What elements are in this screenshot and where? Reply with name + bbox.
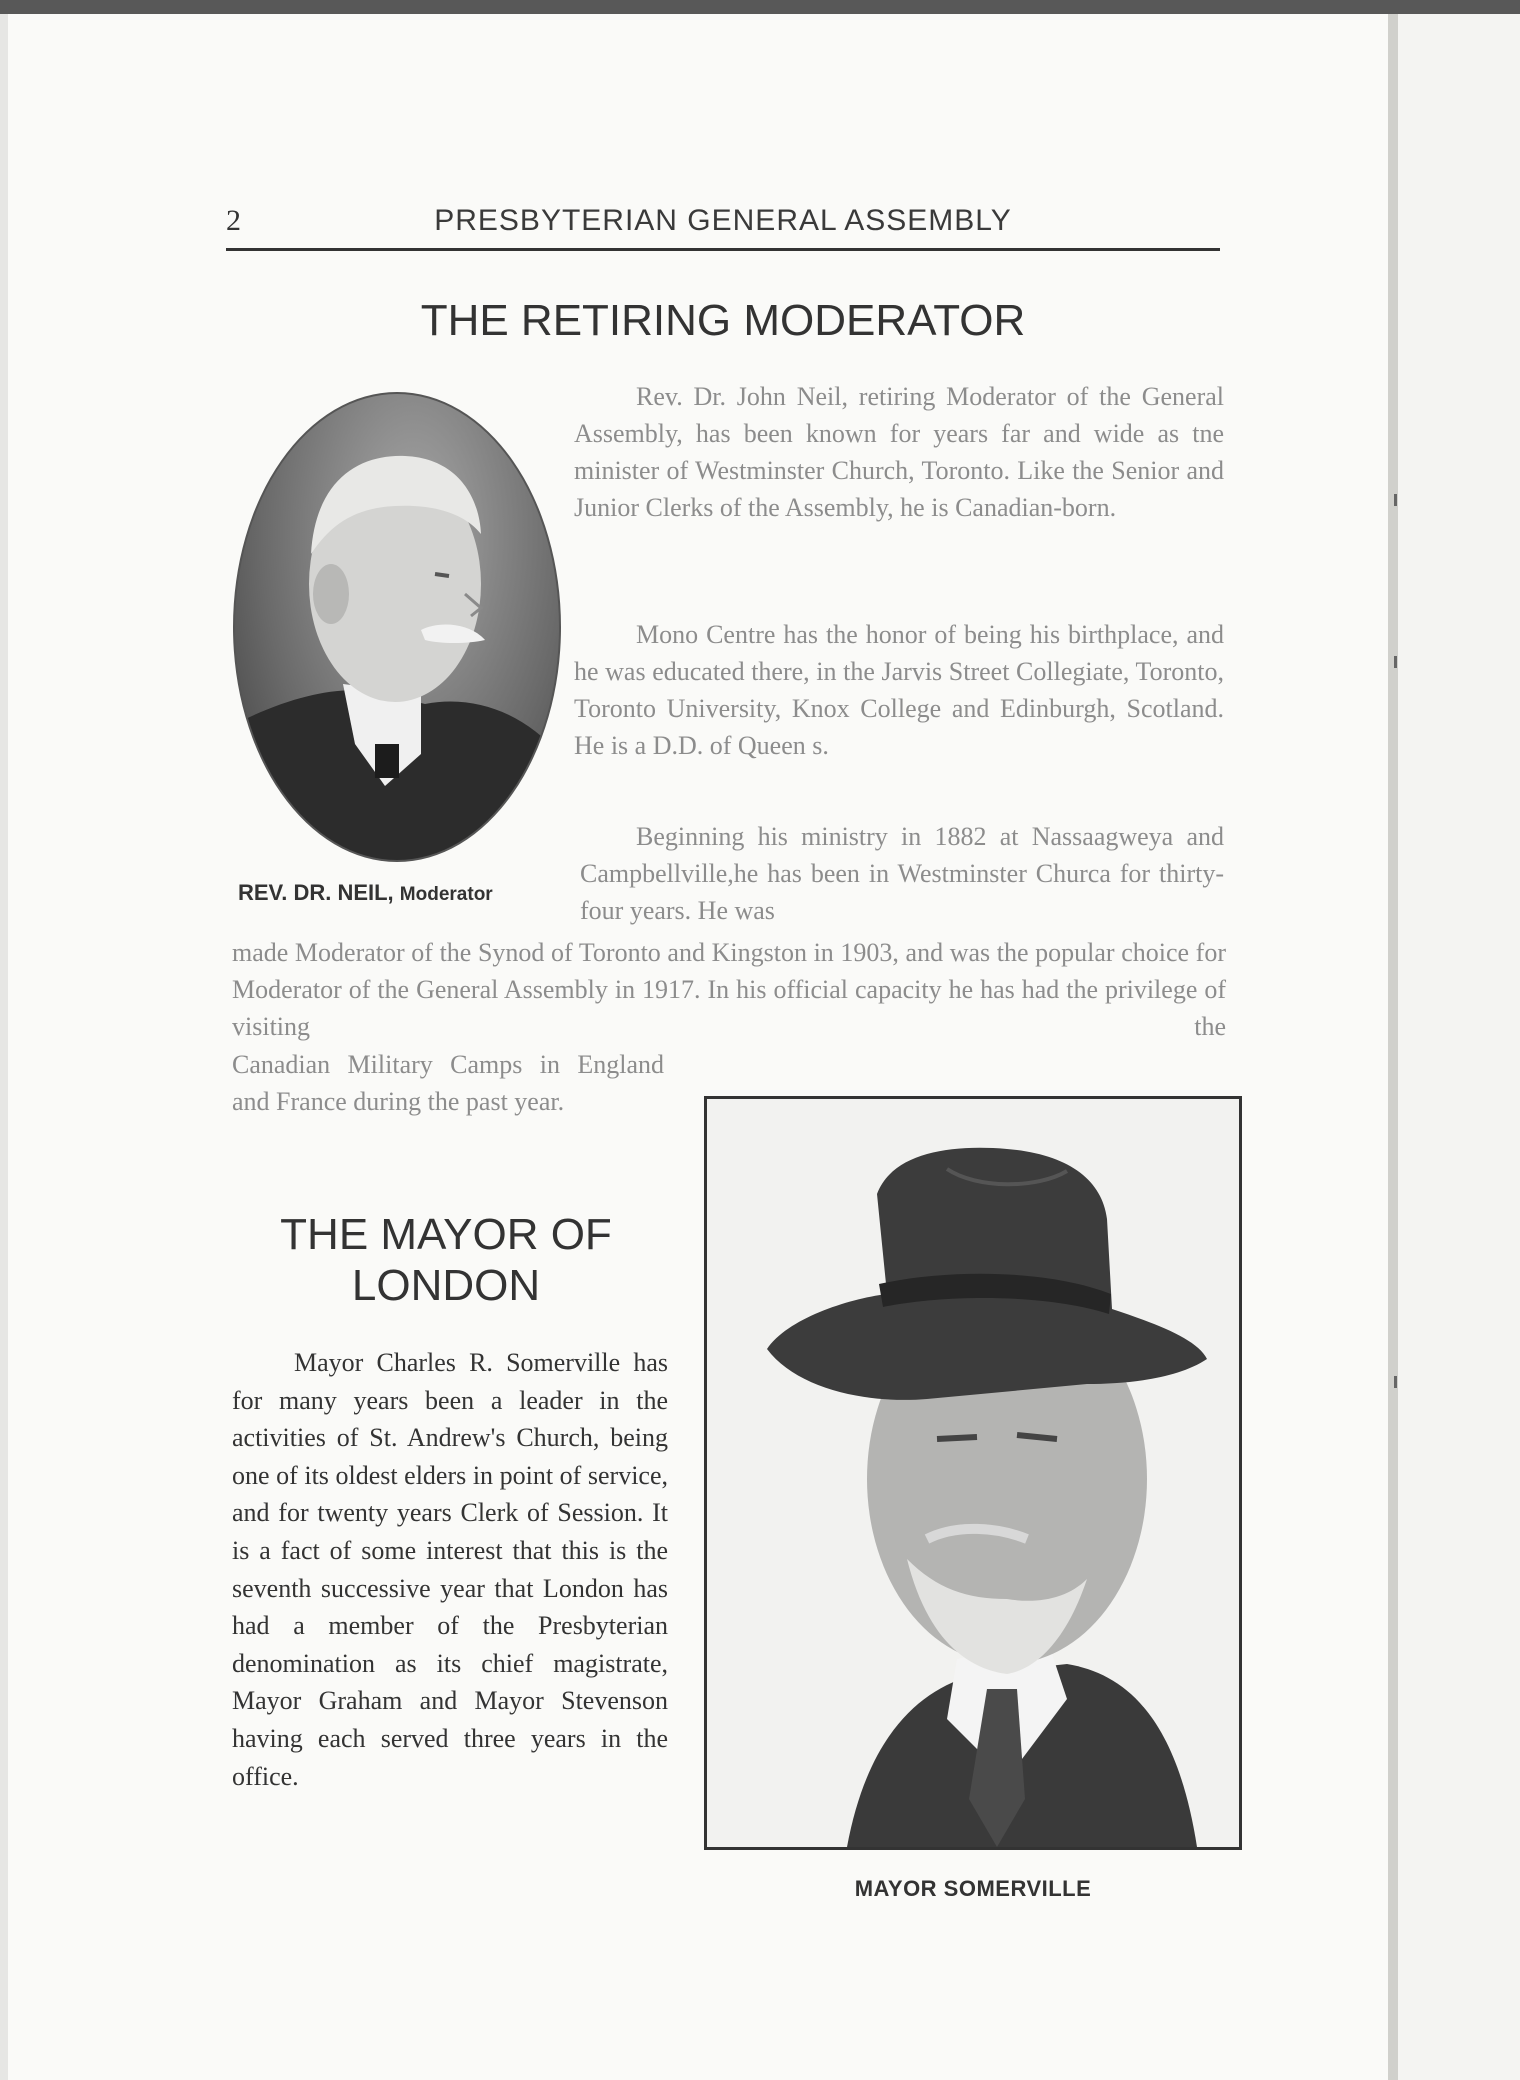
mayor-photograph-caption: MAYOR SOMERVILLE <box>854 1876 1092 1901</box>
running-header <box>226 202 1220 251</box>
article-paragraph: Beginning his ministry in 1882 at Nassaagweya and Campbellville,he has been in Westminster Churca for thirty-four years. He was <box>580 822 1224 925</box>
adjacent-page-edge <box>1398 14 1520 2080</box>
binding-mark <box>1394 494 1397 506</box>
binding-mark <box>1394 1376 1397 1388</box>
article-paragraph: Mono Centre has the honor of being his birthplace, and he was educated there, in the Jarvis Street Collegiate, Toronto, Toronto University, Knox College and Edinburgh, Scotland. He is a D.D. of Queen s. <box>574 620 1224 760</box>
article-title: THE RETIRING MODERATOR <box>420 296 1026 345</box>
article-paragraph: made Moderator of the Synod of Toronto and Kingston in 1903, and was the popular choice for Moderator of the General Assembly in 1917. In his official capacity he has had the privilege of visiting the <box>232 938 1226 1041</box>
running-header-title: PRESBYTERIAN GENERAL ASSEMBLY <box>434 204 1012 237</box>
page-gutter <box>1388 14 1398 2080</box>
moderator-portrait <box>233 392 561 862</box>
article-paragraph: Rev. Dr. John Neil, retiring Moderator of the General Assembly, has been known for years far and wide as tne minister of Westminster Church, Toronto. Like the Senior and Junior Clerks of the Assembly, he is Canadian-born. <box>574 382 1224 522</box>
top-edge-strip <box>0 0 1520 14</box>
caption-name: REV. DR. NEIL, <box>238 880 394 905</box>
article-title <box>226 1210 666 1311</box>
moderator-portrait-illustration <box>235 394 559 860</box>
article-title-line: THE MAYOR OF <box>280 1210 612 1259</box>
mayor-photograph <box>704 1096 1242 1850</box>
article-title-line: LONDON <box>351 1260 541 1310</box>
binding-mark <box>1394 656 1397 668</box>
article-paragraph: Canadian Military Camps in England and France during the past year. <box>232 1050 664 1116</box>
article-paragraph: Mayor Charles R. Somerville has for many years been a leader in the activities of St. Andrew's Church, being one of its oldest elders in point of service, and for twenty years Clerk of Session. It is a fact of some interest that this is the seventh successive year that London has had a member of the Presbyterian denomination as its chief magistrate, Mayor Graham and Mayor Stevenson having each served three years in the office. <box>232 1348 668 1791</box>
page-number: 2 <box>226 204 241 237</box>
caption-role: Moderator <box>399 884 493 905</box>
moderator-portrait-caption <box>238 880 493 906</box>
mayor-photograph-illustration <box>707 1099 1239 1847</box>
